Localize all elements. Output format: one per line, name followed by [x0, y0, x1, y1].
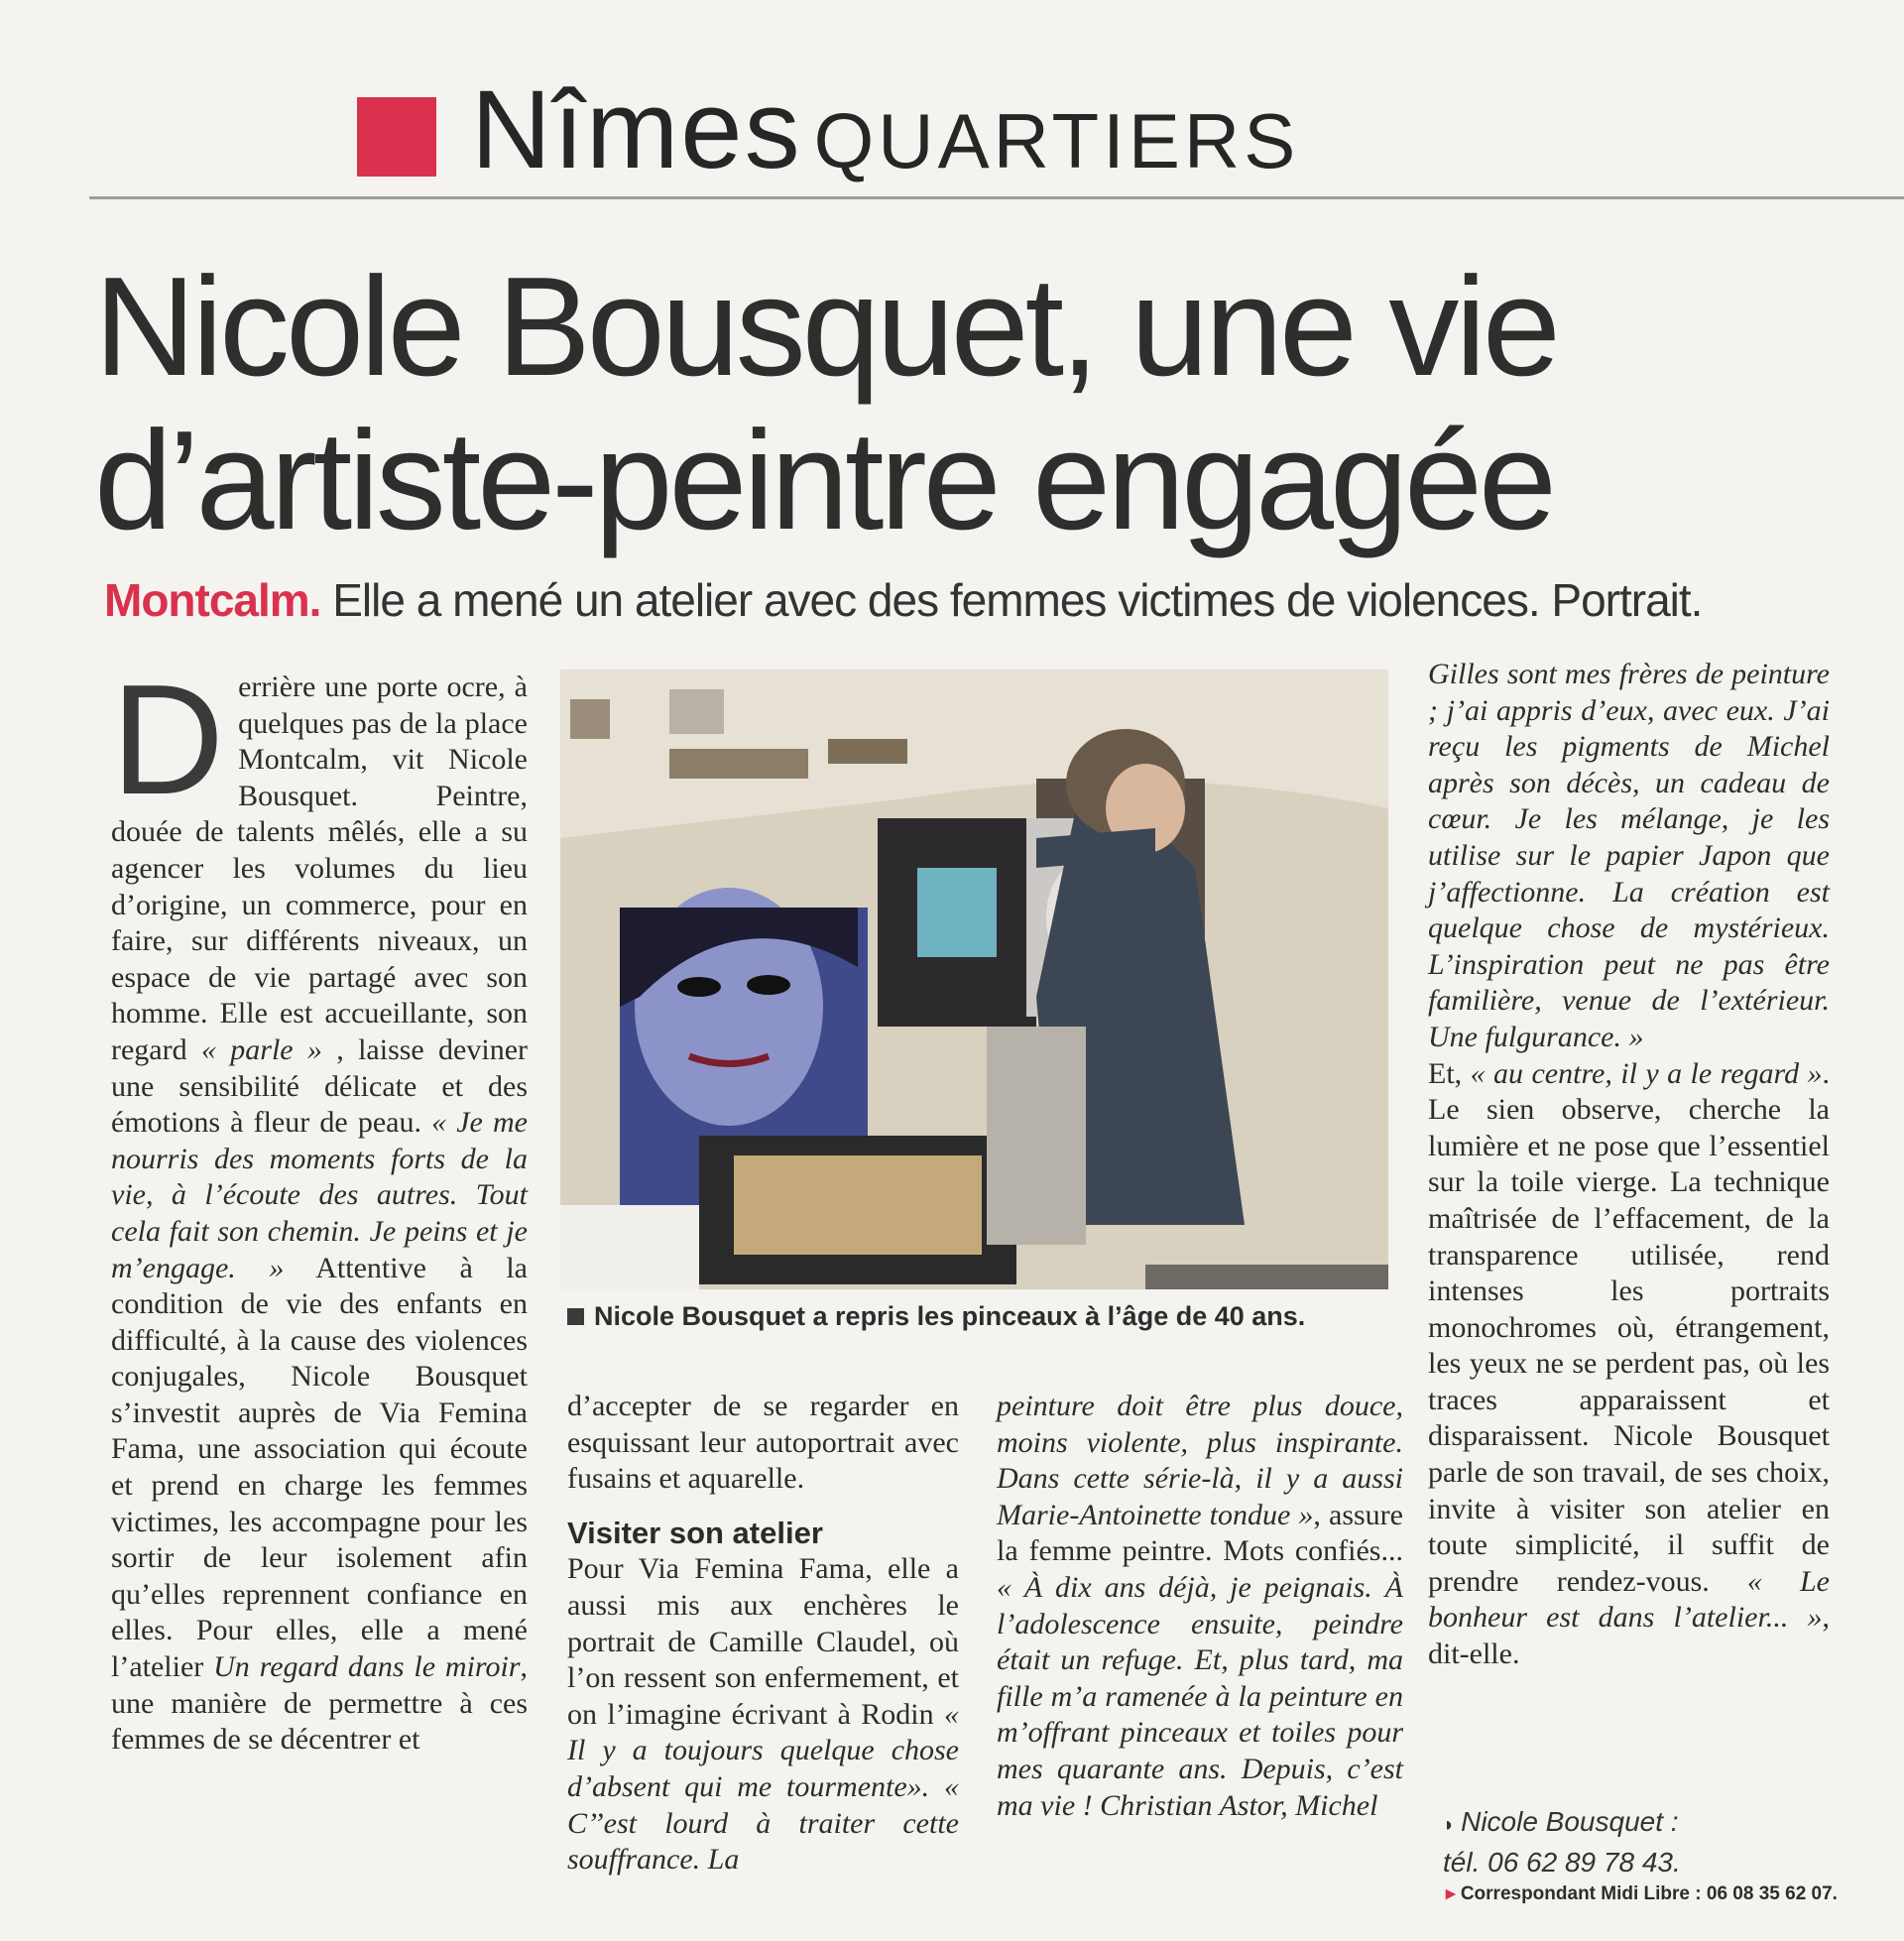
contact-marker-icon: ◗ — [1443, 1814, 1456, 1836]
col2-quote: « Il y a toujours quelque chose d’absent qui me tourmente». « C’’est lourd à traiter cette souffrance. La — [567, 1697, 959, 1877]
col4-quote-e: « Le bonheur est dans l’atelier... » — [1428, 1564, 1830, 1635]
correspondent-label: Correspondant Midi Libre : — [1460, 1883, 1702, 1904]
correspondent-line — [1446, 1882, 1838, 1905]
article-column-1 — [111, 653, 529, 1759]
article-photo — [560, 669, 1388, 1289]
contact-block — [1443, 1803, 1681, 1881]
col1-text-g: , une manière de permettre à ces femmes de se décentrer et — [111, 1650, 528, 1757]
col3-quote-a: peinture doit être plus douce, moins violente, plus inspirante. Dans cette série-là, il y a aussi Marie-Antoinette tondue » — [997, 1390, 1403, 1531]
col4-quote-c: « au centre, il y a le regard » — [1470, 1056, 1823, 1090]
col1-workshop-title: Un regard dans le miroir — [213, 1650, 521, 1684]
col3-text-b: , assure la femme peintre. Mots confiés... — [997, 1498, 1403, 1568]
section-title-word2: QUARTIERS — [813, 97, 1300, 184]
header-rule — [89, 196, 1904, 199]
article-column-3 — [997, 1389, 1403, 1824]
subhead-kicker: Montcalm. — [104, 574, 321, 626]
col4-text-f: , dit-elle. — [1428, 1601, 1830, 1671]
headline — [94, 250, 1840, 557]
col3-quote-c: « À dix ans déjà, je peignais. À l’adolescence ensuite, peindre était un refuge. Et, plus tard, ma fille m’a ramenée à la peinture en m’offrant pinceaux et toiles pour mes quarante ans. Depuis, c’est ma vie ! Christian Astor, Michel — [997, 1570, 1403, 1822]
section-title-word1: Nîmes — [471, 67, 802, 191]
col1-text-e: Attentive à la condition de vie des enfants en difficulté, à la cause des violences conjugales, Nicole Bousquet s’investit auprès de Via Femina Fama, une association qui écoute et prend en charge les femmes victimes, les accompagne pour les sortir de leur isolement afin qu’elles reprennent confiance en elles. Pour elles, elle a mené l’atelier — [111, 1251, 528, 1684]
section-marker-square — [357, 97, 436, 177]
correspondent-arrow-icon: ▸ — [1446, 1883, 1461, 1904]
headline-line2: d’artiste-peintre engagée — [94, 402, 1553, 559]
contact-tel: tél. 06 62 89 78 43. — [1443, 1847, 1681, 1878]
subhead-text: Elle a mené un atelier avec des femmes victimes de violences. Portrait. — [332, 574, 1703, 626]
col1-quote-artist: « Je me nourris des moments forts de la vie, à l’écoute des autres. Tout cela fait son chemin. Je peins et je m’engage. » — [111, 1106, 528, 1284]
col1-text-c: , laisse deviner une sensibilité délicate et des émotions à fleur de peau. — [111, 1032, 529, 1140]
drop-cap: D — [111, 653, 225, 827]
section-subtitle: Visiter son atelier — [567, 1515, 823, 1550]
col1-quote-parle: « parle » — [200, 1032, 322, 1066]
col2-text-a: d’accepter de se regarder en esquissant leur autoportrait avec fusains et aquarelle. — [567, 1390, 959, 1496]
caption-text: Nicole Bousquet a repris les pinceaux à l’âge de 40 ans. — [594, 1301, 1306, 1331]
article-column-2 — [567, 1389, 959, 1879]
photo-caption — [567, 1301, 1305, 1332]
headline-line1: Nicole Bousquet, une vie — [94, 248, 1557, 406]
photo-illustration — [560, 669, 1388, 1289]
col4-quote-a: Gilles sont mes frères de peinture ; j’ai appris d’eux, avec eux. J’ai reçu les pigments de Michel après son décès, un cadeau de cœur. Je les mélange, je les utilise sur le papier Japon que j’affectionne. La création est quelque chose de mystérieux. L’inspiration peut ne pas être familière, venue de l’extérieur. Une fulgurance. » — [1428, 658, 1830, 1053]
col1-text-a: errière une porte ocre, à quelques pas de la place Montcalm, vit Nicole Bousquet. Peintre, douée de talents mêlés, elle a su agencer les volumes du lieu d’origine, un commerce, pour en faire, sur différents niveaux, un espace de vie partagé avec son homme. Elle est accueillante, son regard — [111, 670, 528, 1066]
subheadline — [104, 573, 1702, 627]
correspondent-tel: 06 08 35 62 07. — [1706, 1883, 1838, 1904]
col2-text-b: Pour Via Femina Fama, elle a aussi mis aux enchères le portrait de Camille Claudel, où l’on ressent son enfermement, et on l’imagine écrivant à Rodin — [567, 1552, 959, 1731]
caption-marker-square — [567, 1308, 584, 1325]
col4-text-d: . Le sien observe, cherche la lumière et ne pose que l’essentiel sur la toile vierge. La technique maîtrisée de l’effacement, de la transparence utilisée, rend intenses les portraits monochromes où, étrangement, les yeux ne se perdent pas, où les traces apparaissent et disparaissent. Nicole Bousquet parle de son travail, de ses choix, invite à visiter son atelier en toute simplicité, il suffit de prendre rendez-vous. — [1428, 1056, 1830, 1598]
section-title — [471, 65, 1299, 193]
article-column-4 — [1428, 657, 1830, 1673]
contact-name: Nicole Bousquet : — [1461, 1806, 1679, 1837]
col4-text-b: Et, — [1428, 1056, 1463, 1090]
